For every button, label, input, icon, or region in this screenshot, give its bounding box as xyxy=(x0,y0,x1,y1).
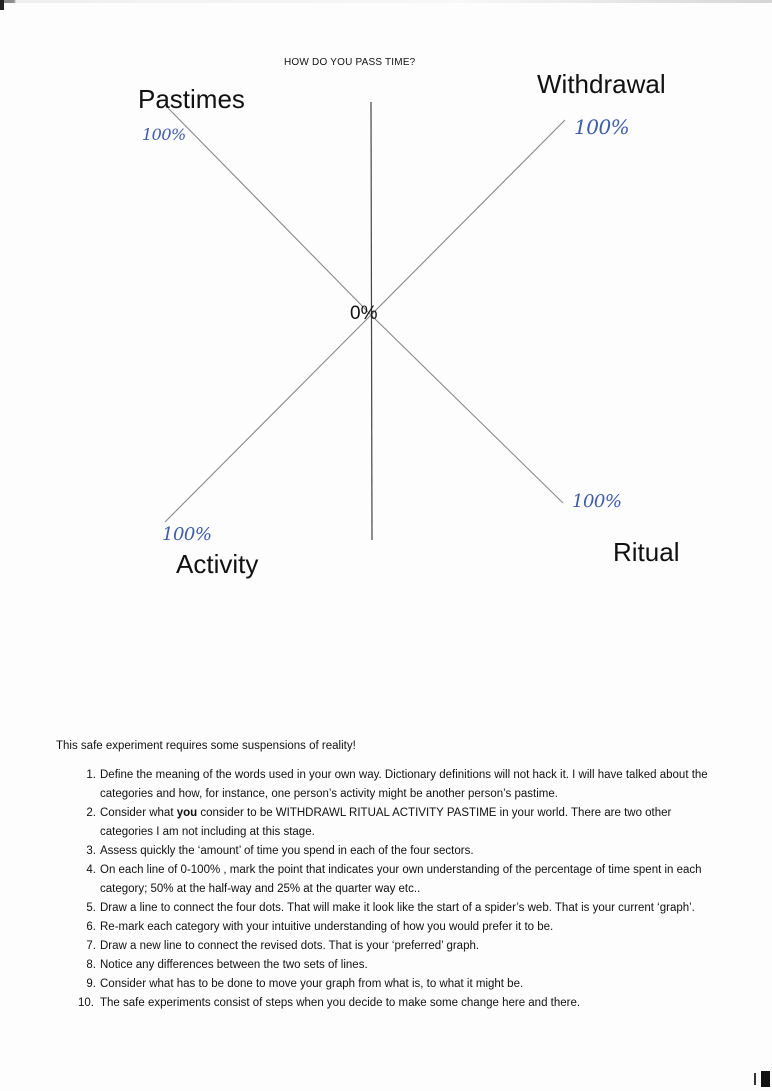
step-text: Define the meaning of the words used in your own way. Dictionary definitions will not hack it. I will have talked about the categories and how, for instance, one person’s activity might be another person’s pastime. xyxy=(100,769,708,800)
activity-axis-line xyxy=(165,315,371,522)
instruction-step xyxy=(0,766,772,804)
step-text-pre: Consider what xyxy=(100,807,177,819)
step-text-post: consider to be WITHDRAWL RITUAL ACTIVITY PASTIME in your world. There are two other categories I am not including at this stage. xyxy=(100,807,672,838)
step-number: 7. xyxy=(86,940,96,952)
withdrawal-max-mark: 100% xyxy=(574,115,630,139)
pastimes-label: Pastimes xyxy=(138,84,245,114)
step-number: 2. xyxy=(86,807,96,819)
step-text: Assess quickly the ‘amount’ of time you spend in each of the four sectors. xyxy=(100,845,474,857)
instruction-step xyxy=(0,842,772,861)
step-number: 1. xyxy=(86,769,96,781)
step-text: Draw a new line to connect the revised dots. That is your ‘preferred’ graph. xyxy=(100,940,480,952)
step-number: 8. xyxy=(86,959,96,971)
ritual-max-mark: 100% xyxy=(572,491,622,512)
instruction-step xyxy=(0,994,772,1013)
step-number: 10. xyxy=(78,997,94,1009)
ritual-label: Ritual xyxy=(613,537,680,567)
step-number: 4. xyxy=(86,864,96,876)
step-number: 3. xyxy=(86,845,96,857)
chart-title: HOW DO YOU PASS TIME? xyxy=(284,57,416,68)
step-text: The safe experiments consist of steps when you decide to make some change here and there. xyxy=(100,997,581,1009)
instruction-step xyxy=(0,918,772,937)
instruction-list xyxy=(0,766,772,1013)
step-text: Draw a line to connect the four dots. That will make it look like the start of a spider’s web. That is your current ‘graph’. xyxy=(100,902,695,914)
pastimes-max-mark: 100% xyxy=(142,125,186,144)
withdrawal-label: Withdrawal xyxy=(537,69,666,99)
step-number: 9. xyxy=(86,978,96,990)
center-zero-label: 0% xyxy=(350,303,378,324)
instruction-step xyxy=(0,861,772,899)
pastimes-axis-line xyxy=(168,108,371,315)
withdrawal-axis-line xyxy=(371,120,565,315)
instruction-step xyxy=(0,975,772,994)
step-text-emphasis: you xyxy=(176,807,198,819)
activity-max-mark: 100% xyxy=(162,524,212,545)
scan-artifact-tick xyxy=(754,1073,756,1085)
intro-text: This safe experiment requires some suspensions of reality! xyxy=(56,740,356,752)
step-text: Re-mark each category with your intuitive understanding of how you would prefer it to be. xyxy=(100,921,554,933)
instruction-step xyxy=(0,956,772,975)
instruction-step xyxy=(0,804,772,842)
activity-label: Activity xyxy=(176,549,259,579)
instruction-step xyxy=(0,899,772,918)
step-text: Consider what has to be done to move your graph from what is, to what it might be. xyxy=(100,978,524,990)
step-text: Notice any differences between the two sets of lines. xyxy=(100,959,368,971)
step-number: 6. xyxy=(86,921,96,933)
ritual-axis-line xyxy=(371,315,563,503)
instruction-step xyxy=(0,937,772,956)
scan-artifact-corner xyxy=(761,1071,770,1087)
step-number: 5. xyxy=(86,902,96,914)
step-text: On each line of 0-100% , mark the point that indicates your own understanding of the percentage of time spent in each category; 50% at the half-way and 25% at the quarter way etc.. xyxy=(100,864,702,895)
